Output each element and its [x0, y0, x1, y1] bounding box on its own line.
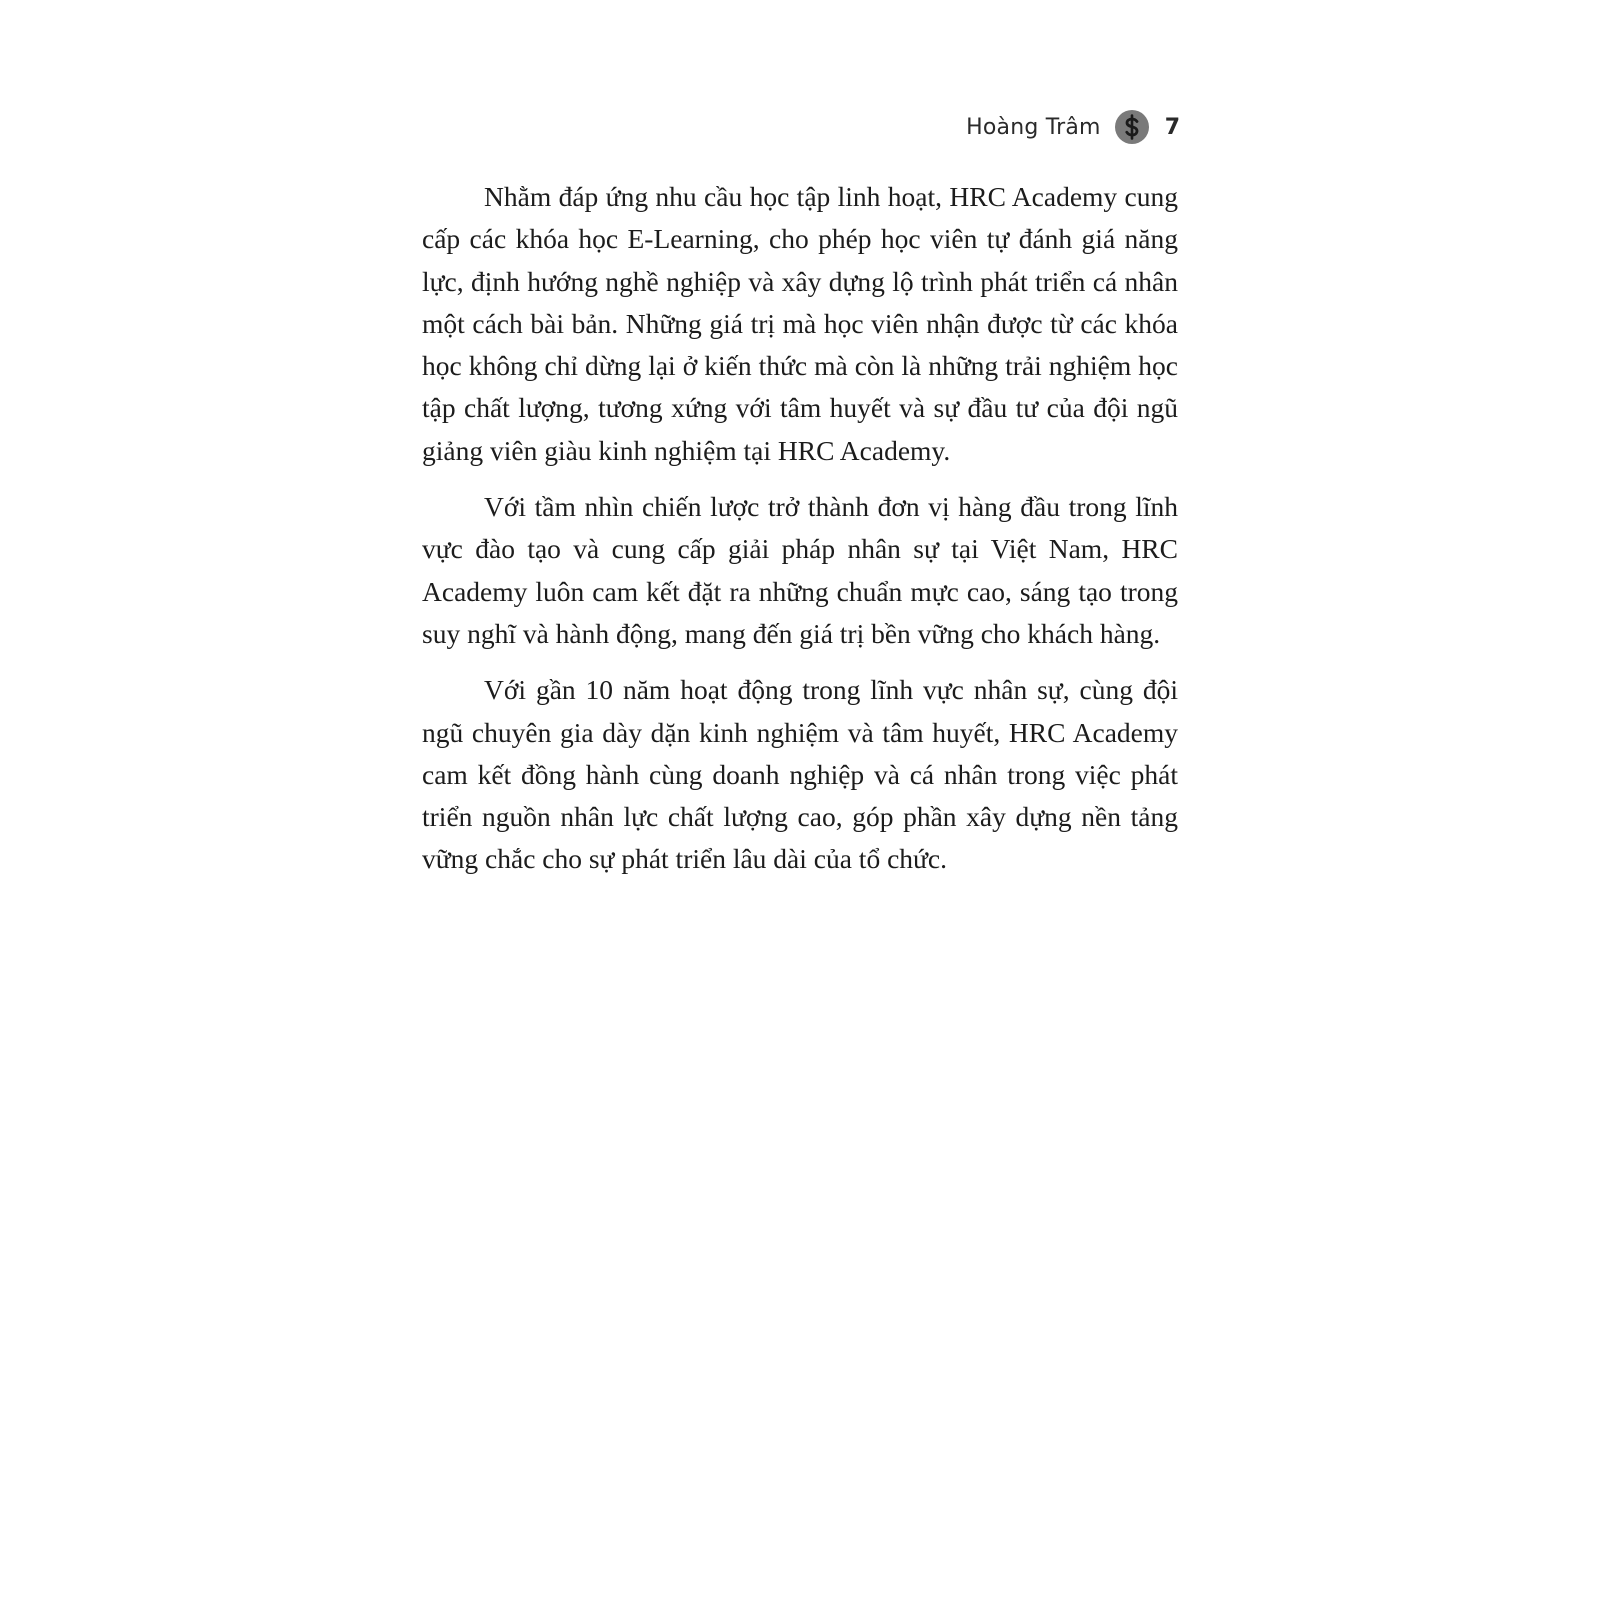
paragraph-1: Nhằm đáp ứng nhu cầu học tập linh hoạt, HRC Academy cung cấp các khóa học E-Learning, cho phép học viên tự đánh giá năng lực, định hướng nghề nghiệp và xây dựng lộ trình phát triển cá nhân một cách bài bản. Những giá trị mà học viên nhận được từ các khóa học không chỉ dừng lại ở kiến thức mà còn là những trải nghiệm học tập chất lượng, tương xứng với tâm huyết và sự đầu tư của đội ngũ giảng viên giàu kinh nghiệm tại HRC Academy.: [422, 181, 1178, 466]
page-number: 7: [1164, 114, 1180, 140]
running-header: [966, 110, 1180, 144]
dollar-circle-icon: [1115, 110, 1149, 144]
paragraph-3: Với gần 10 năm hoạt động trong lĩnh vực nhân sự, cùng đội ngũ chuyên gia dày dặn kinh nghiệm và tâm huyết, HRC Academy cam kết đồng hành cùng doanh nghiệp và cá nhân trong việc phát triển nguồn nhân lực chất lượng cao, góp phần xây dựng nền tảng vững chắc cho sự phát triển lâu dài của tổ chức.: [422, 674, 1178, 875]
body-text: [422, 176, 1178, 895]
author-name: Hoàng Trâm: [966, 114, 1101, 140]
paragraph-2: Với tầm nhìn chiến lược trở thành đơn vị hàng đầu trong lĩnh vực đào tạo và cung cấp giải pháp nhân sự tại Việt Nam, HRC Academy luôn cam kết đặt ra những chuẩn mực cao, sáng tạo trong suy nghĩ và hành động, mang đến giá trị bền vững cho khách hàng.: [422, 491, 1178, 649]
